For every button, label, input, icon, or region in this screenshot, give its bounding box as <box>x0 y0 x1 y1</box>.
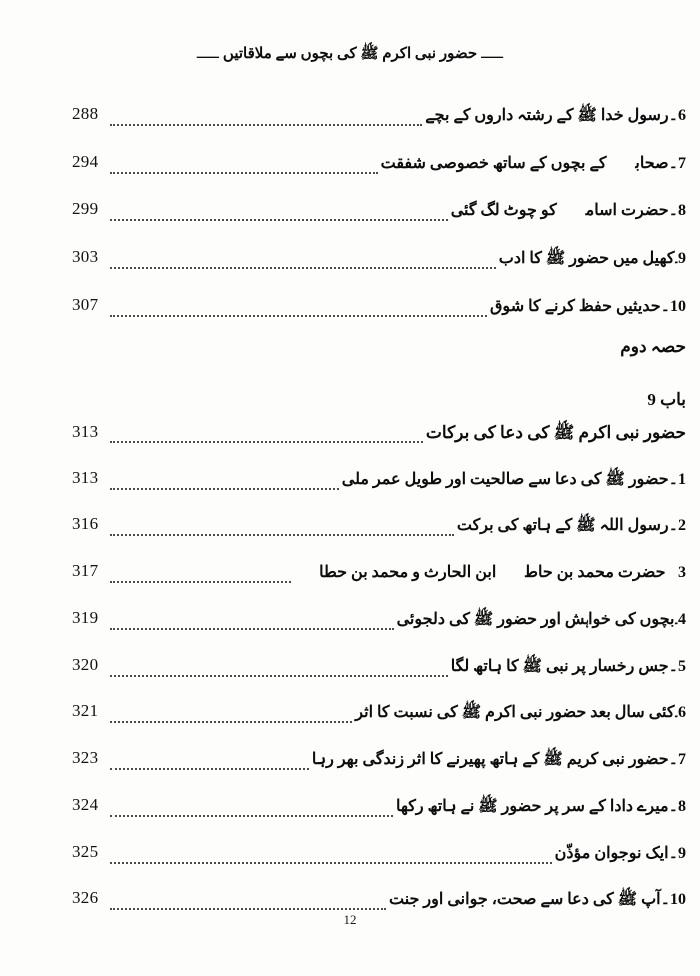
toc-page-number: 313 <box>72 422 99 441</box>
toc-entry-label: کھیل میں حضور ﷺ کا ادب <box>498 250 675 267</box>
page-folio: 12 <box>343 912 357 927</box>
toc-entry-index: 6۔ <box>668 107 686 124</box>
dot-leader <box>110 861 552 864</box>
toc-row[interactable] <box>72 655 686 681</box>
toc-entry-index: 7۔ <box>668 155 686 172</box>
toc-row[interactable] <box>72 152 686 178</box>
dot-leader <box>110 266 496 269</box>
toc-entry-label: حضرت اسامہؓ کو چوٹ لگ گئی <box>450 202 669 219</box>
toc-page-number: 320 <box>72 655 99 674</box>
dot-leader <box>110 123 422 126</box>
toc-entry-index: 8۔ <box>668 798 686 815</box>
toc-row[interactable] <box>72 888 686 914</box>
toc-entry-index: 9۔ <box>674 250 686 267</box>
toc-entry-label: جس رخسار پر نبی ﷺ کا ہاتھ لگا <box>450 658 669 675</box>
toc-entry-title <box>397 609 686 632</box>
toc-entry-label: آپ ﷺ کی دعا سے صحت، جوانی اور جنت <box>389 891 661 908</box>
toc-entry-title <box>396 796 686 819</box>
header-title: حضور نبی اکرم ﷺ کی بچوں سے ملاقاتیں <box>222 46 478 62</box>
toc-row[interactable] <box>72 295 686 321</box>
toc-entry-label: میرے دادا کے سر پر حضور ﷺ نے ہاتھ رکھا <box>396 798 669 815</box>
toc-page-number: 324 <box>72 795 99 814</box>
dot-leader <box>110 218 448 221</box>
dot-leader <box>110 907 386 910</box>
toc-entry-title <box>355 702 686 725</box>
toc-row[interactable] <box>72 608 686 634</box>
dot-leader <box>110 580 291 583</box>
toc-entry-title <box>451 656 686 679</box>
toc-entry-title <box>381 153 686 173</box>
toc-entry-index: 5۔ <box>668 658 686 675</box>
dot-leader <box>110 720 352 723</box>
toc-page-number: 326 <box>72 888 99 907</box>
toc-row[interactable] <box>72 795 686 821</box>
dot-leader <box>110 171 378 174</box>
dot-leader <box>110 314 487 317</box>
toc-row[interactable] <box>72 842 686 868</box>
toc-page-number: 317 <box>72 561 99 580</box>
toc-entry-label: حضور ﷺ کی دعا سے صالحیت اور طویل عمر ملی <box>341 471 669 488</box>
toc-entry-title <box>490 296 686 316</box>
toc-entry-label: رسول اللہ ﷺ کے ہاتھ کی برکت <box>456 517 669 534</box>
toc-row[interactable] <box>72 514 686 540</box>
dot-leader <box>110 440 423 443</box>
toc-page-number: 303 <box>72 247 99 266</box>
toc-entry-index: 3۔ <box>665 564 686 581</box>
header-dash-right: ـــــ <box>481 46 504 62</box>
toc-entry-label: ایک نوجوان مؤذّن <box>554 845 669 862</box>
toc-entry-label: حدیثیں حفظ کرنے کا شوق <box>490 298 661 315</box>
toc-page-number: 313 <box>72 468 99 487</box>
dot-leader <box>110 767 309 770</box>
toc-entry-title <box>342 469 686 492</box>
toc-entry-label: بچوں کی خواہش اور حضور ﷺ کی دلجوئی <box>396 611 675 628</box>
toc-entry-index: 9۔ <box>668 845 686 862</box>
toc-row[interactable] <box>72 701 686 727</box>
toc-row-chapter-title[interactable] <box>72 421 686 447</box>
toc-entry-label: حضور نبی کریم ﷺ کے ہاتھ پھیرنے کا اثر زندگی بھر رہا <box>311 751 669 768</box>
toc-entry-title: حضور نبی اکرم ﷺ کی دعا کی برکات <box>425 423 686 442</box>
running-header <box>0 44 700 66</box>
toc-entry-label: رسول خدا ﷺ کے رشتہ داروں کے بچے <box>425 107 669 124</box>
toc-entry-label: حضرت محمد بن حاطبؓ ابن الحارث و محمد بن حطابؓ <box>294 564 666 581</box>
toc-page-number: 307 <box>72 295 99 314</box>
toc-entry-title <box>294 562 686 582</box>
toc-entry-index: 2۔ <box>668 517 686 534</box>
toc-entry-title <box>425 105 686 128</box>
toc-page-number: 321 <box>72 701 99 720</box>
toc-entry-index: 7۔ <box>668 751 686 768</box>
dot-leader <box>110 533 454 536</box>
toc-entry-index: 10۔ <box>660 891 686 908</box>
toc-entry-title <box>389 889 686 912</box>
toc-row[interactable] <box>72 561 686 587</box>
toc-entry-title <box>457 515 686 538</box>
toc-row[interactable] <box>72 247 686 273</box>
toc-page-number: 323 <box>72 748 99 767</box>
toc-entry-label: صحابیؓ کے بچوں کے ساتھ خصوصی شفقت <box>380 155 669 172</box>
toc-page-number: 299 <box>72 199 99 218</box>
dot-leader <box>110 674 448 677</box>
toc-page-number: 325 <box>72 842 99 861</box>
toc-entry-index: 4۔ <box>674 611 686 628</box>
toc-entry-index: 1۔ <box>668 471 686 488</box>
toc-entry-title <box>312 749 686 772</box>
toc-page-number: 294 <box>72 152 99 171</box>
dot-leader <box>110 627 394 630</box>
toc-entry-index: 10۔ <box>660 298 686 315</box>
toc-entry-title <box>499 248 686 271</box>
dot-leader <box>110 814 393 817</box>
toc-page-number: 288 <box>72 104 99 123</box>
toc-row[interactable] <box>72 468 686 494</box>
chapter-heading: باب 9 <box>647 390 686 409</box>
dot-leader <box>110 487 339 490</box>
toc-entry-title <box>451 200 686 220</box>
toc-page-number: 316 <box>72 514 99 533</box>
toc-entry-index: 6۔ <box>674 704 686 721</box>
toc-row[interactable] <box>72 104 686 130</box>
toc-row[interactable] <box>72 748 686 774</box>
header-dash-left: ـــــ <box>196 46 219 62</box>
toc-row[interactable] <box>72 199 686 225</box>
part-heading: حصہ دوم <box>620 337 686 356</box>
toc-entry-label: کئی سال بعد حضور نبی اکرم ﷺ کی نسبت کا اثر <box>355 704 675 721</box>
toc-entry-index: 8۔ <box>668 202 686 219</box>
toc-page-number: 319 <box>72 608 99 627</box>
toc-entry-title <box>555 843 686 863</box>
